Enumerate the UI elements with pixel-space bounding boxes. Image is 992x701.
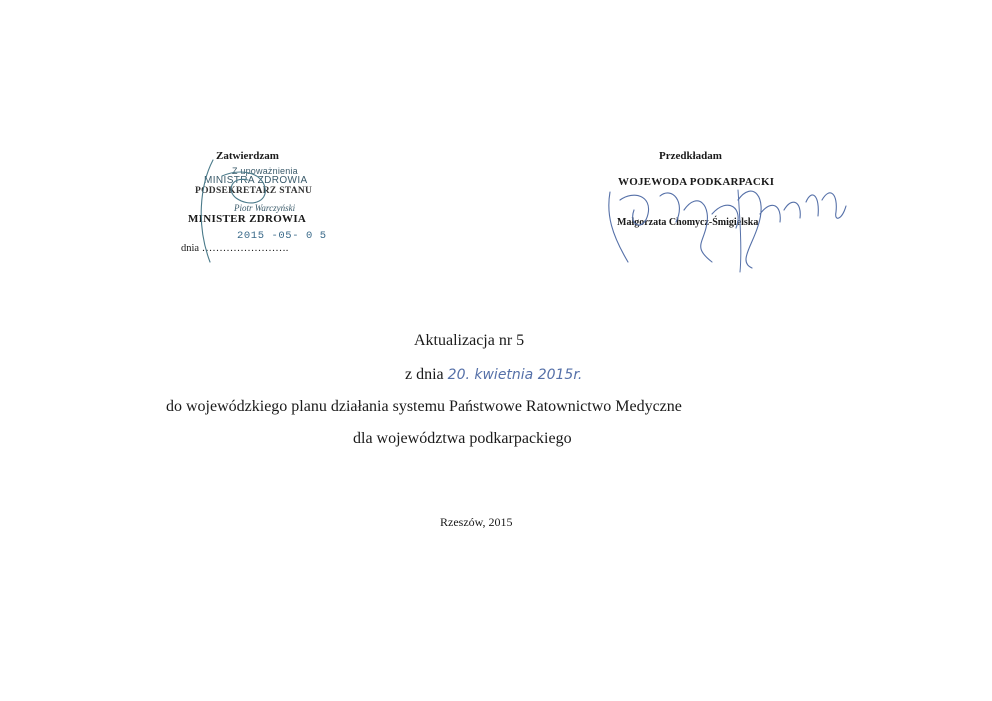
document-subtitle-line2: dla województwa podkarpackiego (353, 430, 572, 447)
stamp-authorization-text: Z upoważnienia (232, 166, 298, 176)
date-line: dnia ……………………. (181, 243, 289, 254)
document-title: Aktualizacja nr 5 (414, 332, 525, 349)
voivode-name: Małgorzata Chomycz-Śmigielska (617, 217, 759, 228)
stamp-date: 2015 -05- 0 5 (237, 230, 327, 242)
voivode-title: WOJEWODA PODKARPACKI (618, 176, 775, 188)
stamp-position-text: PODSEKRETARZ STANU (195, 186, 313, 196)
document-date-line (405, 366, 582, 384)
handwritten-date: 20. kwietnia 2015r. (447, 367, 583, 383)
document-subtitle-line1: do wojewódzkiego planu działania systemu Państwowe Ratownictwo Medyczne (166, 398, 682, 415)
stamp-ministry-text: MINISTRA ZDROWIA (204, 175, 308, 186)
date-prefix: z dnia (405, 366, 444, 383)
approval-heading: Zatwierdzam (216, 150, 279, 162)
submission-heading: Przedkładam (659, 150, 722, 162)
signature-long-stroke-icon (738, 190, 741, 272)
place-and-year: Rzeszów, 2015 (440, 515, 513, 529)
right-signature-icon (609, 191, 846, 268)
minister-title: MINISTER ZDROWIA (188, 213, 307, 225)
stamp-signatory-name: Piotr Warczyński (234, 203, 296, 213)
